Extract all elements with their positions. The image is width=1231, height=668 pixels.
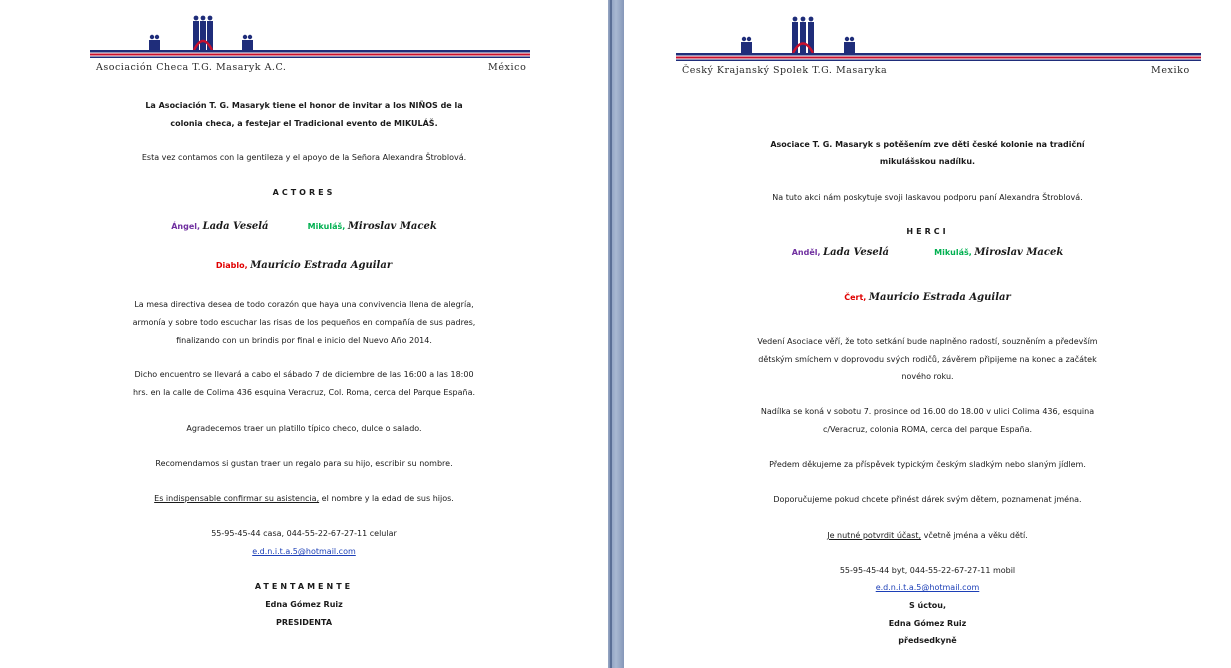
actors-row-1: [624, 242, 1231, 264]
paragraph-2-line-2: c/Veracruz, colonia ROMA, cerca del parque España.: [822, 425, 1033, 434]
letterhead-country: México: [488, 62, 527, 73]
dish-request: Agradecemos traer un platillo típico checo, dulce o salado.: [186, 424, 422, 433]
actors-heading: HERCI: [906, 227, 949, 236]
letterhead-country: Mexiko: [1151, 65, 1190, 76]
role-cert: Čert,: [844, 293, 867, 302]
gift-note: Doporučujeme pokud chcete přinést dárek svým dětem, poznamenat jména.: [773, 495, 1082, 504]
phone-numbers: 55-95-45-44 casa, 044-55-22-67-27-11 celular: [211, 529, 397, 538]
signer-name: Edna Gómez Ruiz: [265, 600, 343, 609]
confirmation-rest: el nombre y la edad de sus hijos.: [319, 494, 454, 503]
confirmation-emphasis: Je nutné potvrdit účast,: [827, 531, 922, 540]
paragraph-2-line-2: hrs. en la calle de Colima 436 esquina Veracruz, Col. Roma, cerca del Parque España.: [132, 388, 476, 397]
actor-name: Lada Veselá: [823, 247, 890, 258]
letterhead-org-name: Český Krajanský Spolek T.G. Masaryka: [682, 65, 888, 76]
signer-title: PRESIDENTA: [275, 618, 333, 627]
confirmation-line: [624, 527, 1231, 545]
actors-row-2: [624, 287, 1231, 309]
actors-heading: ACTORES: [272, 188, 336, 197]
association-logo: [90, 14, 535, 64]
paragraph-1-line-3: nového roku.: [901, 372, 954, 381]
confirmation-line: [0, 490, 608, 508]
signer-title: předsedkyně: [898, 636, 957, 645]
email-row: [624, 579, 1231, 597]
role-mikulas: Mikuláš,: [934, 248, 972, 257]
page-divider: [610, 0, 612, 668]
intro-line-1: Asociace T. G. Masaryk s potěšením zve děti české kolonie na tradiční: [770, 140, 1085, 149]
actor-name: Mauricio Estrada Aguilar: [250, 260, 393, 271]
role-diablo: Diablo,: [215, 261, 248, 270]
role-angel: Ángel,: [171, 222, 201, 231]
paragraph-2-line-1: Dicho encuentro se llevará a cabo el sábado 7 de diciembre de las 16:00 a las 18:00: [134, 370, 474, 379]
role-andel: Anděl,: [791, 248, 821, 257]
closing: S úctou,: [908, 601, 947, 610]
gift-note: Recomendamos si gustan traer un regalo para su hijo, escribir su nombre.: [155, 459, 453, 468]
czech-invitation-page: [624, 0, 1231, 668]
confirmation-rest: včetně jména a věku dětí.: [921, 531, 1028, 540]
association-logo: [676, 14, 1206, 66]
role-mikulas: Mikuláš,: [307, 222, 346, 231]
confirmation-emphasis: Es indispensable confirmar su asistencia,: [154, 494, 320, 503]
actor-name: Miroslav Macek: [974, 247, 1064, 258]
actors-row-2: [0, 257, 608, 275]
paragraph-1-line-3: finalizando con un brindis por final e inicio del Nuevo Año 2014.: [176, 336, 432, 345]
intro-line-2: mikulášskou nadílku.: [879, 157, 976, 166]
paragraph-1-line-2: dětským smíchem v doprovodu svých rodičů, závěrem připijeme na konec a začátek: [758, 355, 1097, 364]
paragraph-1-line-1: La mesa directiva desea de todo corazón que haya una convivencia llena de alegría,: [134, 300, 474, 309]
paragraph-2-line-1: Nadílka se koná v sobotu 7. prosince od 16.00 do 18.00 v ulici Colima 436, esquina: [760, 407, 1095, 416]
phone-numbers: 55-95-45-44 byt, 044-55-22-67-27-11 mobil: [839, 566, 1016, 575]
email-link[interactable]: e.d.n.i.t.a.5@hotmail.com: [252, 547, 356, 556]
intro-line-1: La Asociación T. G. Masaryk tiene el honor de invitar a los NIÑOS de la: [145, 101, 463, 110]
actor-name: Mauricio Estrada Aguilar: [868, 292, 1011, 303]
closing: ATENTAMENTE: [254, 582, 354, 591]
letterhead: [90, 14, 535, 78]
support-line: Na tuto akci nám poskytuje svoji laskavou podporu paní Alexandra Štroblová.: [772, 193, 1083, 202]
dish-request: Předem děkujeme za příspěvek typickým českým sladkým nebo slaným jídlem.: [769, 460, 1086, 469]
paragraph-1-line-2: armonía y sobre todo escuchar las risas de los pequeños en compañía de sus padres,: [132, 318, 476, 327]
email-link[interactable]: e.d.n.i.t.a.5@hotmail.com: [875, 583, 980, 592]
intro-line-2: colonia checa, a festejar el Tradicional evento de MIKULÁŠ.: [170, 119, 438, 128]
signer-name: Edna Gómez Ruiz: [888, 619, 967, 628]
email-row: [0, 543, 608, 561]
actor-name: Lada Veselá: [202, 221, 269, 232]
actor-name: Miroslav Macek: [347, 221, 437, 232]
paragraph-1-line-1: Vedení Asociace věří, že toto setkání bude naplněno radostí, souzněním a především: [757, 337, 1098, 346]
spanish-invitation-page: [0, 0, 608, 668]
actors-row-1: [0, 218, 608, 236]
letterhead-org-name: Asociación Checa T.G. Masaryk A.C.: [96, 62, 287, 73]
letterhead: [676, 14, 1206, 80]
support-line: Esta vez contamos con la gentileza y el apoyo de la Señora Alexandra Štroblová.: [141, 153, 467, 162]
